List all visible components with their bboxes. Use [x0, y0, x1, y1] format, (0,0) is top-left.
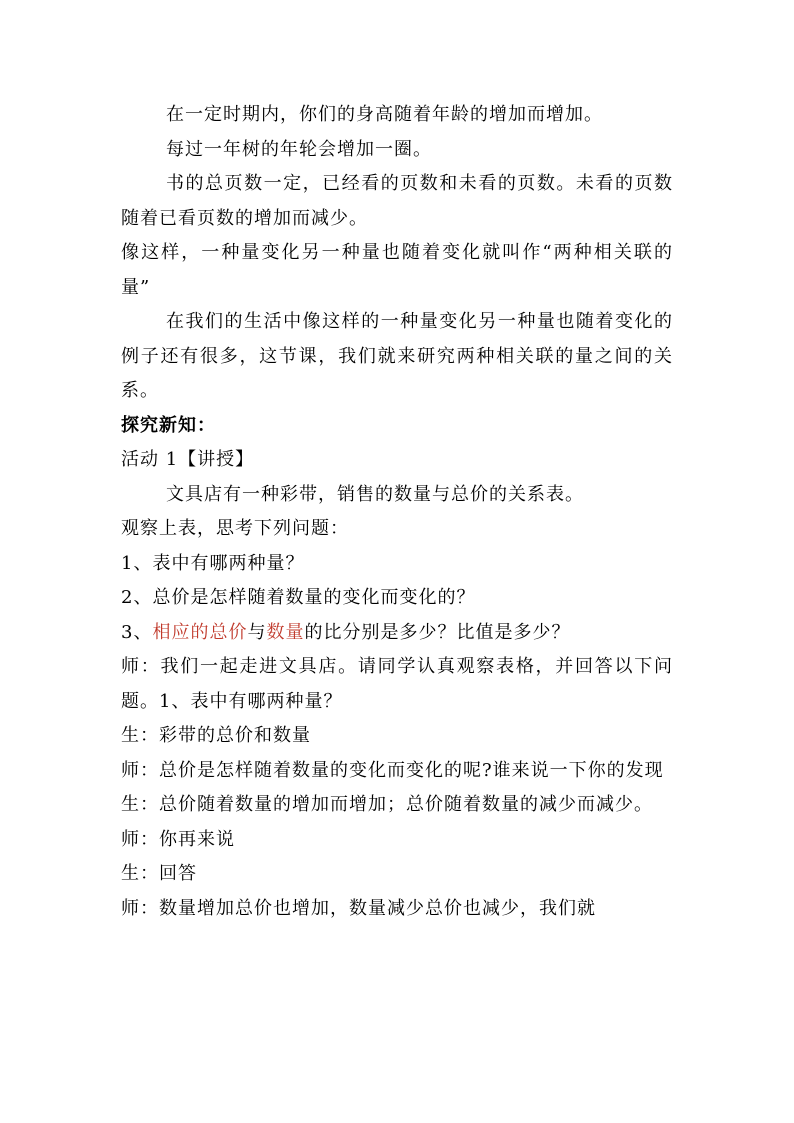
dialogue-line: 师：我们一起走进文具店。请同学认真观察表格，并回答以下问题。1、表中有哪两种量？: [121, 656, 673, 712]
paragraph-height-age: 在一定时期内，你们的身高随着年龄的增加而增加。: [166, 104, 603, 125]
question-3-prefix: 3、: [121, 621, 153, 643]
question-3-highlight-total: 相应的总价: [152, 621, 248, 643]
dialogue-line: 生：总价随着数量的增加而增加；总价随着数量的减少而减少。: [121, 794, 653, 815]
dialogue-line: 生：回答: [121, 863, 197, 884]
dialogue-line: 师：你再来说: [121, 828, 235, 850]
question-3-suffix: 的比分别是多少？比值是多少？: [304, 621, 571, 643]
question-3-highlight-quantity: 数量: [266, 621, 305, 643]
question-2: 2、总价是怎样随着数量的变化而变化的？: [121, 587, 476, 608]
paragraph-observe: 观察上表，思考下列问题：: [121, 518, 349, 539]
paragraph-tree-rings: 每过一年树的年轮会增加一圈。: [166, 138, 432, 160]
question-1: 1、表中有哪两种量？: [121, 552, 305, 574]
activity-label: 活动 1【讲授】: [121, 449, 255, 470]
question-3: [121, 616, 673, 651]
dialogue-line: 师：总价是怎样随着数量的变化而变化的呢?谁来说一下你的发现: [121, 759, 664, 781]
section-heading: 探究新知：: [121, 414, 216, 436]
paragraph-book-pages: 书的总页数一定，已经看的页数和未看的页数。未看的页数随着已看页数的增加而减少。: [121, 173, 673, 229]
question-3-mid: 与: [247, 621, 267, 643]
document-page: [121, 98, 673, 926]
paragraph-shop-table: 文具店有一种彩带，销售的数量与总价的关系表。: [166, 483, 584, 505]
dialogue-line: 师：数量增加总价也增加，数量减少总价也减少，我们就: [121, 897, 596, 919]
paragraph-definition: 像这样，一种量变化另一种量也随着变化就叫作“两种相关联的量”: [121, 242, 673, 298]
paragraph-intro: 在我们的生活中像这样的一种量变化另一种量也随着变化的例子还有很多，这节课，我们就来研究两种相关联的量之间的关系。: [121, 311, 673, 401]
dialogue-line: 生：彩带的总价和数量: [121, 725, 311, 746]
